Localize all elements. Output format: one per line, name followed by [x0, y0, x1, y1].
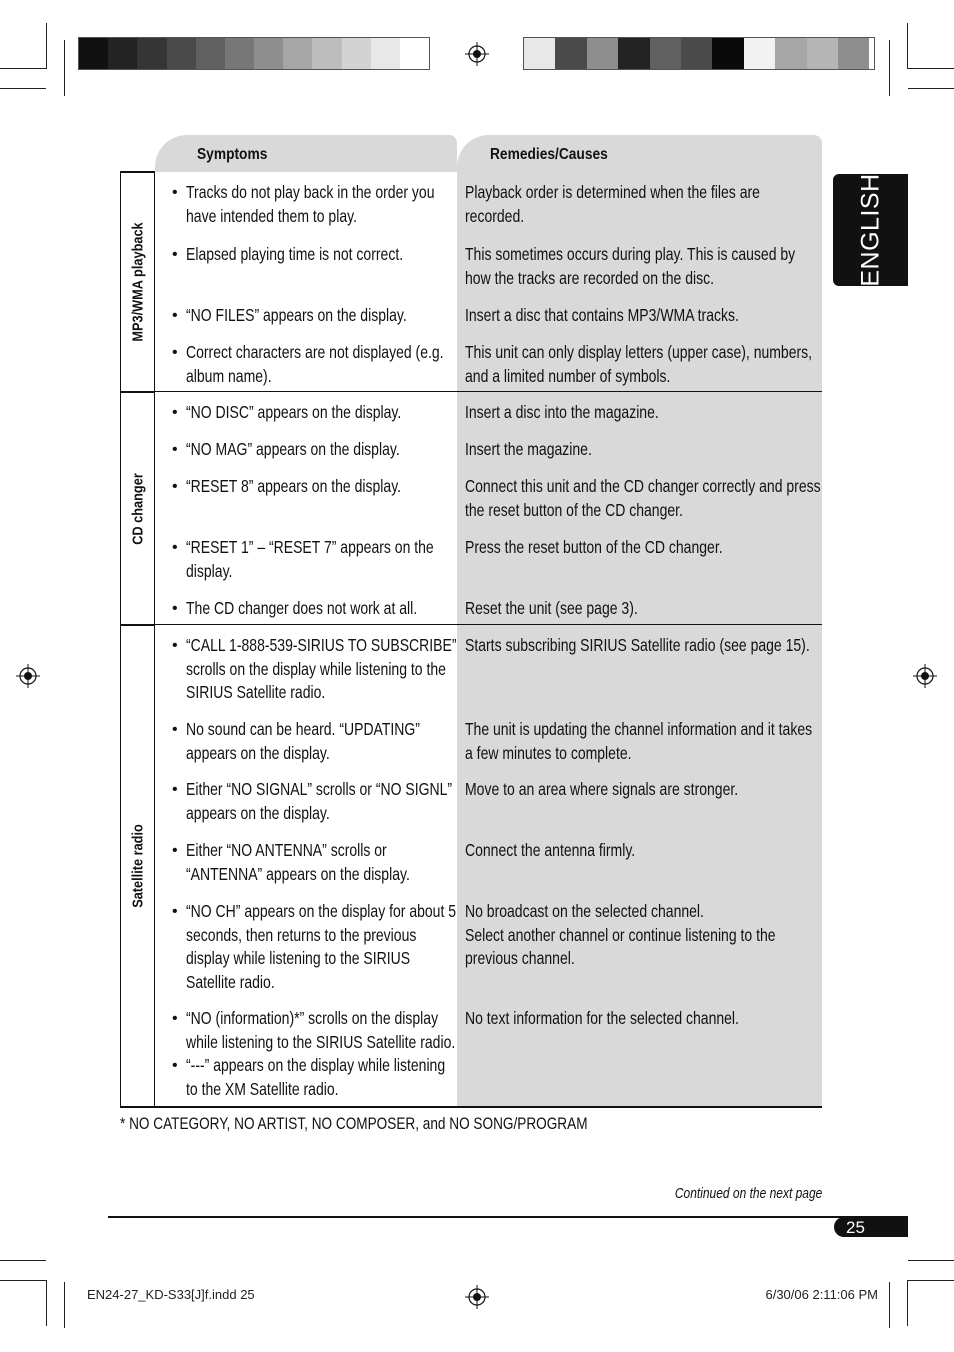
symptom-cell [155, 172, 457, 234]
color-swatch [587, 38, 618, 69]
color-swatch [555, 38, 586, 69]
symptoms-header [155, 135, 457, 172]
remedy-text: Insert a disc into the magazine. [465, 402, 659, 422]
crop-mark [46, 1280, 47, 1326]
bullet-icon: • [172, 539, 178, 556]
color-swatch [225, 38, 254, 69]
section-label: MP3/WMA playback [129, 222, 146, 342]
crop-mark [908, 1280, 954, 1281]
table-row [155, 891, 822, 998]
table-row [155, 466, 822, 527]
symptom-cell [155, 891, 457, 998]
symptom-text: “NO CH” appears on the display for about 5 seconds, then returns to the previous display while listening to the SIRIUS Satellite radio. [186, 901, 457, 992]
color-swatch [807, 38, 838, 69]
table-row [155, 429, 822, 466]
bullet-icon: • [172, 307, 178, 324]
remedy-text: Press the reset button of the CD changer. [465, 537, 723, 557]
crop-mark [889, 1282, 890, 1328]
slug-file: EN24-27_KD-S33[J]f.indd 25 [87, 1287, 255, 1302]
table-row [155, 769, 822, 830]
bullet-icon: • [172, 344, 178, 361]
remedy-text: Insert the magazine. [465, 439, 592, 459]
remedy-cell [457, 709, 822, 769]
bullet-icon: • [172, 842, 178, 859]
remedy-cell [457, 234, 822, 295]
remedy-text: This sometimes occurs during play. This is caused by how the tracks are recorded on the disc. [465, 244, 796, 288]
registration-mark-icon [16, 664, 40, 688]
remedy-cell [457, 392, 822, 429]
crop-mark [908, 88, 954, 89]
section-label-cell [120, 392, 155, 625]
table-row [155, 332, 822, 392]
symptom-cell [155, 466, 457, 527]
crop-mark [907, 23, 908, 69]
table-row [155, 392, 822, 429]
symptom-text: Tracks do not play back in the order you have intended them to play. [186, 182, 435, 226]
color-swatch [371, 38, 400, 69]
symptom-cell [155, 588, 457, 625]
table-row [155, 830, 822, 891]
symptom-cell [155, 295, 457, 332]
bullet-icon: • [172, 404, 178, 421]
symptom-cell [155, 830, 457, 891]
table-top-border [120, 171, 155, 173]
symptom-text: Either “NO ANTENNA” scrolls or “ANTENNA” appears on the display. [186, 840, 410, 884]
slug-date: 6/30/06 2:11:06 PM [765, 1287, 878, 1302]
remedies-header [457, 135, 822, 172]
remedy-text: Connect the antenna firmly. [465, 840, 636, 860]
crop-mark [64, 40, 65, 96]
remedy-text: Move to an area where signals are stronger. [465, 779, 739, 799]
symptom-cell [155, 709, 457, 769]
symptom-cell [155, 234, 457, 295]
section-label: Satellite radio [129, 824, 146, 908]
table-row [155, 998, 822, 1107]
crop-mark [64, 1282, 65, 1328]
bullet-icon: • [172, 1057, 178, 1074]
remedy-cell [457, 429, 822, 466]
registration-mark-icon [465, 42, 489, 66]
crop-mark [0, 68, 46, 69]
color-swatch [838, 38, 869, 69]
remedy-cell [457, 466, 822, 527]
color-swatch [400, 38, 429, 69]
symptom-text: “RESET 1” – “RESET 7” appears on the display. [186, 537, 434, 581]
remedy-cell [457, 769, 822, 830]
remedy-cell [457, 172, 822, 234]
symptom-cell [155, 769, 457, 830]
continued-note: Continued on the next page [674, 1185, 822, 1202]
language-tab [833, 174, 908, 286]
color-swatch [137, 38, 166, 69]
remedy-text: Insert a disc that contains MP3/WMA tracks. [465, 305, 739, 325]
symptom-text: “---” appears on the display while listening to the XM Satellite radio. [186, 1055, 446, 1099]
remedy-cell [457, 295, 822, 332]
bullet-icon: • [172, 637, 178, 654]
bullet-icon: • [172, 441, 178, 458]
symptom-text: “NO (information)*” scrolls on the display while listening to the SIRIUS Satellite radio. [186, 1008, 456, 1052]
symptom-text: “NO DISC” appears on the display. [186, 402, 402, 422]
bullet-icon: • [172, 1010, 178, 1027]
table-row [155, 588, 822, 625]
bullet-icon: • [172, 903, 178, 920]
symptom-text: “NO FILES” appears on the display. [186, 305, 407, 325]
crop-mark [0, 1280, 46, 1281]
color-swatch [775, 38, 806, 69]
remedy-text: Connect this unit and the CD changer correctly and press the reset button of the CD changer. [465, 476, 821, 520]
symptom-text: Correct characters are not displayed (e.g. album name). [186, 342, 444, 386]
color-swatch [342, 38, 371, 69]
color-swatch [524, 38, 555, 69]
table-row [155, 527, 822, 588]
language-tab-label: ENGLISH [856, 173, 884, 287]
remedy-text: No text information for the selected channel. [465, 1008, 739, 1028]
color-swatch [744, 38, 775, 69]
color-bar-right [523, 37, 875, 70]
table-row [155, 709, 822, 769]
section-label-cell [120, 625, 155, 1107]
bullet-icon: • [172, 184, 178, 201]
remedy-text: The unit is updating the channel information and it takes a few minutes to complete. [465, 719, 813, 763]
remedy-text: Playback order is determined when the files are recorded. [465, 182, 760, 226]
section-divider [120, 1106, 822, 1108]
crop-mark [889, 40, 890, 96]
remedy-cell [457, 998, 822, 1107]
registration-mark-icon [913, 664, 937, 688]
symptom-text: No sound can be heard. “UPDATING” appears on the display. [186, 719, 420, 763]
crop-mark [0, 1260, 46, 1261]
symptom-text: “RESET 8” appears on the display. [186, 476, 402, 496]
page-number: 25 [834, 1217, 908, 1237]
symptom-text: The CD changer does not work at all. [186, 598, 418, 618]
symptom-cell [155, 392, 457, 429]
registration-mark-icon [465, 1285, 489, 1309]
symptom-cell [155, 332, 457, 392]
symptoms-header-label: Symptoms [197, 146, 268, 163]
remedy-cell [457, 830, 822, 891]
color-swatch [712, 38, 743, 69]
symptom-text: “CALL 1-888-539-SIRIUS TO SUBSCRIBE” scrolls on the display while listening to the SIRIUS Satellite radio. [186, 635, 457, 702]
table-row [155, 172, 822, 234]
symptom-text: “NO MAG” appears on the display. [186, 439, 400, 459]
color-swatch [312, 38, 341, 69]
table-row [155, 625, 822, 709]
remedy-cell [457, 527, 822, 588]
color-swatch [79, 38, 108, 69]
table-row [155, 295, 822, 332]
remedy-text: Reset the unit (see page 3). [465, 598, 638, 618]
color-swatch [283, 38, 312, 69]
color-swatch [650, 38, 681, 69]
section-label: CD changer [129, 472, 146, 545]
color-swatch [167, 38, 196, 69]
symptom-cell [155, 527, 457, 588]
color-swatch [254, 38, 283, 69]
color-swatch [681, 38, 712, 69]
symptom-cell [155, 998, 457, 1107]
remedy-text: This unit can only display letters (upper case), numbers, and a limited number of symbols. [465, 342, 813, 386]
remedy-text: No broadcast on the selected channel. Select another channel or continue listening to the previous channel. [465, 901, 776, 968]
bullet-icon: • [172, 600, 178, 617]
remedy-text: Starts subscribing SIRIUS Satellite radio (see page 15). [465, 635, 810, 655]
section-label-cell [120, 172, 155, 392]
footnote: * NO CATEGORY, NO ARTIST, NO COMPOSER, and NO SONG/PROGRAM [120, 1114, 588, 1133]
remedies-header-label: Remedies/Causes [490, 146, 608, 163]
crop-mark [907, 1280, 908, 1326]
remedy-cell [457, 625, 822, 709]
bullet-icon: • [172, 781, 178, 798]
symptom-cell [155, 625, 457, 709]
symptom-cell [155, 429, 457, 466]
remedy-cell [457, 588, 822, 625]
table-row [155, 234, 822, 295]
color-swatch [618, 38, 649, 69]
color-swatch [108, 38, 137, 69]
bullet-icon: • [172, 246, 178, 263]
bullet-icon: • [172, 478, 178, 495]
color-bar-left [78, 37, 430, 70]
crop-mark [0, 88, 46, 89]
crop-mark [908, 68, 954, 69]
color-swatch [196, 38, 225, 69]
remedy-cell [457, 891, 822, 998]
remedy-cell [457, 332, 822, 392]
bullet-icon: • [172, 721, 178, 738]
symptom-text: Elapsed playing time is not correct. [186, 244, 404, 264]
bottom-rule [108, 1216, 908, 1218]
symptom-text: Either “NO SIGNAL” scrolls or “NO SIGNL” appears on the display. [186, 779, 453, 823]
crop-mark [46, 23, 47, 69]
crop-mark [908, 1260, 954, 1261]
